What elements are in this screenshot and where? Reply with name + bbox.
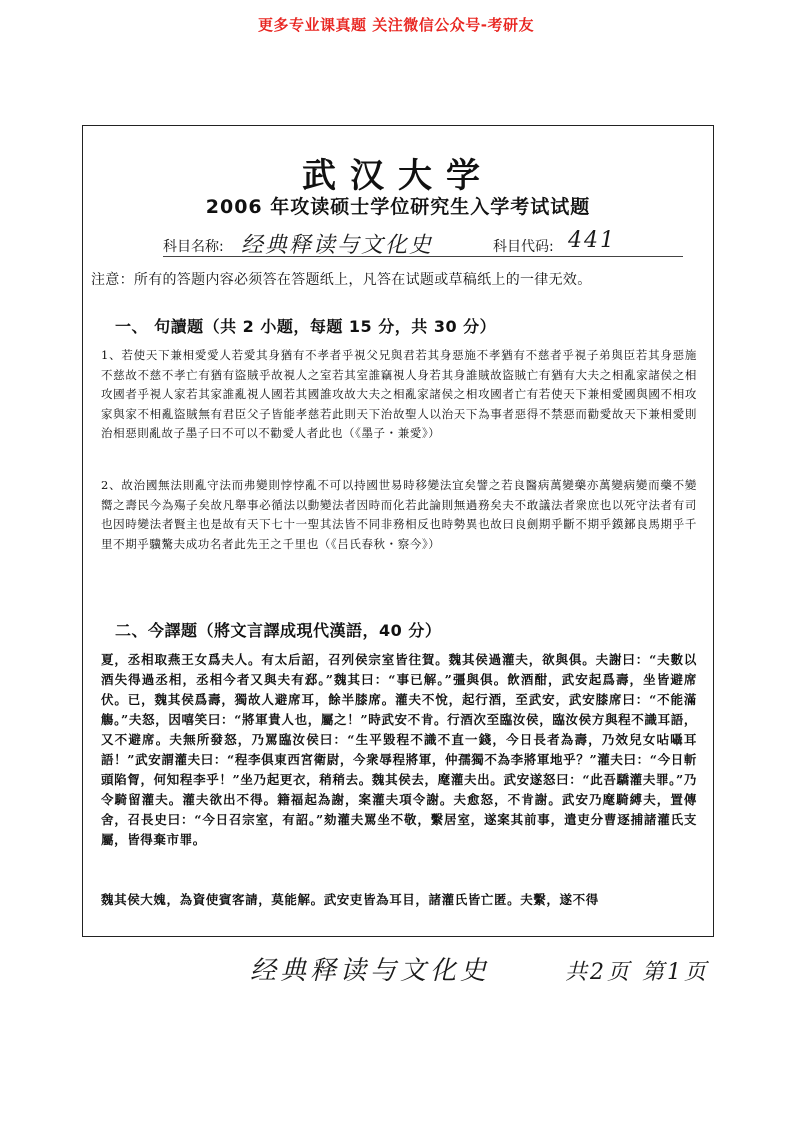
subject-row bbox=[163, 226, 683, 256]
section-2-title: 二、今譯题（將文言譯成現代漢語，40 分） bbox=[115, 621, 442, 640]
university-name: 武汉大学 bbox=[302, 156, 494, 196]
code-label: 科目代码: bbox=[493, 239, 554, 255]
footer-page-info: 共2页 第1页 bbox=[565, 960, 709, 985]
footer-handwritten-subject: 经典释读与文化史 bbox=[250, 956, 491, 986]
notice-text: 注意：所有的答题内容必须答在答题纸上，凡答在试题或草稿纸上的一律无效。 bbox=[91, 272, 592, 288]
exam-title: 2006 年攻读硕士学位研究生入学考试试题 bbox=[205, 196, 591, 218]
promo-banner: 更多专业课真题 关注微信公众号-考研友 bbox=[258, 16, 534, 34]
code-value-handwritten: 441 bbox=[568, 228, 616, 253]
question-2-text: 2、故治國無法則亂守法而弗變則悖悖亂不可以持國世易時移變法宜矣譬之若良醫病萬變藥亦萬變病變而藥不變嚮之壽民今為殤子矣故凡舉事必循法以動變法者因時而化若此論則無過務矣夫不敢議法者衆庶也以死守法者有司也因時變法者賢主也是故有天下七十一聖其法皆不同非務相反也時勢異也故曰良劍期乎斷不期乎鏌鋣良馬期乎千里不期乎驥驁夫成功名者此先王之千里也（《吕氏春秋・察今》） bbox=[101, 478, 697, 551]
subject-label: 科目名称: bbox=[163, 239, 224, 255]
section-1-title: 一、 句讀题（共 2 小题，每题 15 分，共 30 分） bbox=[115, 317, 497, 336]
exam-paper-frame bbox=[82, 125, 714, 937]
question-1-text: 1、若使天下兼相愛愛人若愛其身猶有不孝者乎視父兄與君若其身惡施不孝猶有不慈者乎視子弟與臣若其身惡施不慈故不慈不孝亡有猶有盜賊乎故視人之室若其室誰竊視人身若其身誰賊故盜賊亡有猶有大夫之相亂家諸侯之相攻國者乎視人家若其家誰亂視人國若其國誰攻故大夫之相亂家諸侯之相攻國者亡有若使天下兼相愛國與國不相攻家與家不相亂盜賊無有君臣父子皆能孝慈若此則天下治故聖人以治天下為事者惡得不禁惡而勸愛故天下兼相愛則治相惡則亂故子墨子曰不可以不勸愛人者此也（《墨子・兼愛》） bbox=[101, 348, 697, 440]
translation-passage-continued: 魏其侯大媿，為資使賓客請，莫能解。武安吏皆為耳目，諸灌氏皆亡匿。夫繫，遂不得 bbox=[101, 892, 599, 907]
subject-underline bbox=[163, 256, 683, 257]
translation-passage: 夏，丞相取燕王女爲夫人。有太后詔，召列侯宗室皆往賀。魏其侯過灌夫，欲與俱。夫謝曰：“夫數以酒失得過丞相，丞相今者又與夫有郄。”魏其曰：“事已解。”彊與俱。飲酒酣，武安起爲壽，坐皆避席伏。已，魏其侯爲壽，獨故人避席耳，餘半膝席。灌夫不悅，起行酒，至武安，武安膝席曰：“不能滿觴。”夫怒，因嘻笑曰：“將軍貴人也，屬之！”時武安不肯。行酒次至臨汝侯，臨汝侯方與程不識耳語，又不避席。夫無所發怒，乃罵臨汝侯曰：“生平毀程不識不直一錢，今日長者為壽，乃效兒女呫囁耳語！”武安謂灌夫曰：“程李俱東西宮衛尉，今衆辱程將軍，仲孺獨不為李將軍地乎？”灌夫曰：“今日斬頭陷胷，何知程李乎！”坐乃起更衣，稍稍去。魏其侯去，麾灌夫出。武安遂怒曰：“此吾驕灌夫罪。”乃令騎留灌夫。灌夫欲出不得。籍福起為謝，案灌夫項令謝。夫愈怒，不肯謝。武安乃麾騎縛夫，置傳舍，召長史曰：“今日召宗室，有詔。”劾灌夫罵坐不敬，繫居室，遂案其前事，遣吏分曹逐捕諸灌氏支屬，皆得棄市罪。 bbox=[101, 652, 697, 847]
subject-value-handwritten: 经典释读与文化史 bbox=[241, 233, 434, 258]
